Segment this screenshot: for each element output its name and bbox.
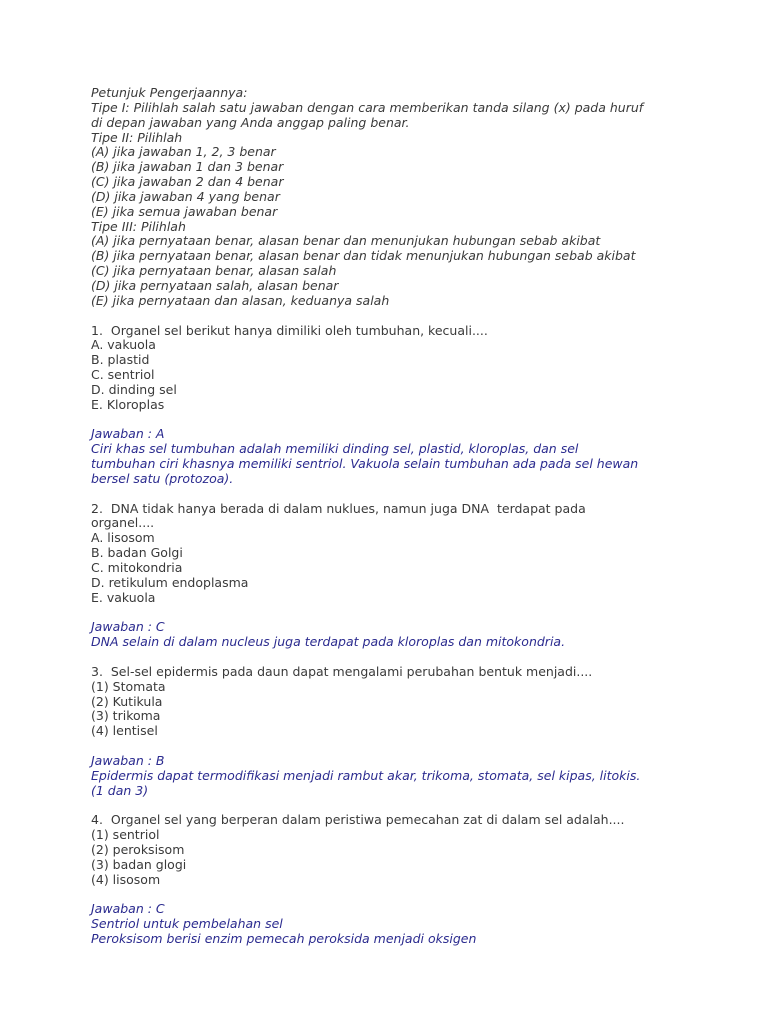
document-page bbox=[91, 86, 721, 947]
answer-label: Jawaban : A bbox=[91, 426, 165, 442]
question-1 bbox=[91, 324, 721, 487]
instructions bbox=[91, 86, 721, 309]
tipe3-option-b: (B) jika pernyataan benar, alasan benar dan tidak menunjukan hubungan sebab akibat bbox=[91, 248, 636, 264]
tipe3-option-d: (D) jika pernyataan salah, alasan benar bbox=[91, 277, 339, 293]
option: E. Kloroplas bbox=[91, 396, 165, 412]
tipe1-text-cont: di depan jawaban yang Anda anggap paling benar. bbox=[91, 114, 410, 130]
answer-label: Jawaban : B bbox=[91, 752, 165, 768]
tipe2-option-d: (D) jika jawaban 4 yang benar bbox=[91, 188, 280, 204]
tipe2-option-c: (C) jika jawaban 2 dan 4 benar bbox=[91, 174, 284, 190]
answer-explanation: Peroksisom berisi enzim pemecah peroksida menjadi oksigen bbox=[91, 931, 477, 947]
spacer bbox=[91, 413, 721, 428]
answer-explanation: Epidermis dapat termodifikasi menjadi rambut akar, trikoma, stomata, sel kipas, litokis. bbox=[91, 767, 641, 783]
instructions-title: Petunjuk Pengerjaannya: bbox=[91, 85, 248, 100]
answer-explanation: Ciri khas sel tumbuhan adalah memiliki dinding sel, plastid, kloroplas, dan sel bbox=[91, 441, 579, 457]
answer-label: Jawaban : C bbox=[91, 901, 165, 917]
option: (2) Kutikula bbox=[91, 693, 163, 709]
spacer bbox=[91, 606, 721, 621]
spacer bbox=[91, 650, 721, 665]
option: (4) lisosom bbox=[91, 871, 161, 887]
tipe3-option-e: (E) jika pernyataan dan alasan, keduanya salah bbox=[91, 292, 390, 308]
answer-explanation: tumbuhan ciri khasnya memiliki sentriol. Vakuola selain tumbuhan ada pada sel hewan bbox=[91, 456, 639, 472]
answer-explanation: bersel satu (protozoa). bbox=[91, 470, 234, 486]
option: (2) peroksisom bbox=[91, 842, 185, 858]
option: D. retikulum endoplasma bbox=[91, 574, 249, 590]
spacer bbox=[91, 888, 721, 903]
question-3 bbox=[91, 665, 721, 799]
question-2 bbox=[91, 502, 721, 650]
question-text: 1. Organel sel berikut hanya dimiliki oleh tumbuhan, kecuali.... bbox=[91, 322, 488, 338]
tipe2-option-e: (E) jika semua jawaban benar bbox=[91, 203, 278, 219]
spacer bbox=[91, 739, 721, 754]
question-text: 2. DNA tidak hanya berada di dalam nuklues, namun juga DNA terdapat pada bbox=[91, 500, 586, 516]
tipe2-title: Tipe II: Pilihlah bbox=[91, 129, 183, 145]
option: C. sentriol bbox=[91, 367, 155, 383]
option: C. mitokondria bbox=[91, 560, 183, 575]
tipe3-title: Tipe III: Pilihlah bbox=[91, 218, 186, 234]
option: (1) sentriol bbox=[91, 827, 160, 843]
spacer bbox=[91, 309, 721, 324]
option: E. vakuola bbox=[91, 589, 156, 605]
spacer bbox=[91, 487, 721, 502]
question-text-cont: organel.... bbox=[91, 515, 155, 531]
question-text: 4. Organel sel yang berperan dalam peristiwa pemecahan zat di dalam sel adalah.... bbox=[91, 812, 625, 828]
option: D. dinding sel bbox=[91, 381, 177, 397]
tipe3-option-c: (C) jika pernyataan benar, alasan salah bbox=[91, 263, 337, 279]
option: A. vakuola bbox=[91, 337, 156, 353]
option: B. badan Golgi bbox=[91, 545, 183, 561]
option: (3) badan glogi bbox=[91, 856, 187, 872]
answer-label: Jawaban : C bbox=[91, 619, 165, 635]
option: A. lisosom bbox=[91, 530, 155, 546]
question-text: 3. Sel-sel epidermis pada daun dapat mengalami perubahan bentuk menjadi.... bbox=[91, 663, 593, 679]
answer-explanation: DNA selain di dalam nucleus juga terdapat pada kloroplas dan mitokondria. bbox=[91, 634, 566, 650]
answer-explanation: (1 dan 3) bbox=[91, 782, 149, 798]
tipe2-option-b: (B) jika jawaban 1 dan 3 benar bbox=[91, 159, 284, 175]
question-4 bbox=[91, 813, 721, 947]
tipe2-option-a: (A) jika jawaban 1, 2, 3 benar bbox=[91, 144, 276, 160]
spacer bbox=[91, 799, 721, 814]
option: (4) lentisel bbox=[91, 723, 158, 739]
answer-explanation: Sentriol untuk pembelahan sel bbox=[91, 916, 283, 932]
option: B. plastid bbox=[91, 352, 150, 368]
tipe1-text: Tipe I: Pilihlah salah satu jawaban dengan cara memberikan tanda silang (x) pada huruf bbox=[91, 99, 644, 115]
tipe3-option-a: (A) jika pernyataan benar, alasan benar dan menunjukan hubungan sebab akibat bbox=[91, 233, 601, 249]
option: (1) Stomata bbox=[91, 678, 166, 694]
option: (3) trikoma bbox=[91, 708, 161, 724]
